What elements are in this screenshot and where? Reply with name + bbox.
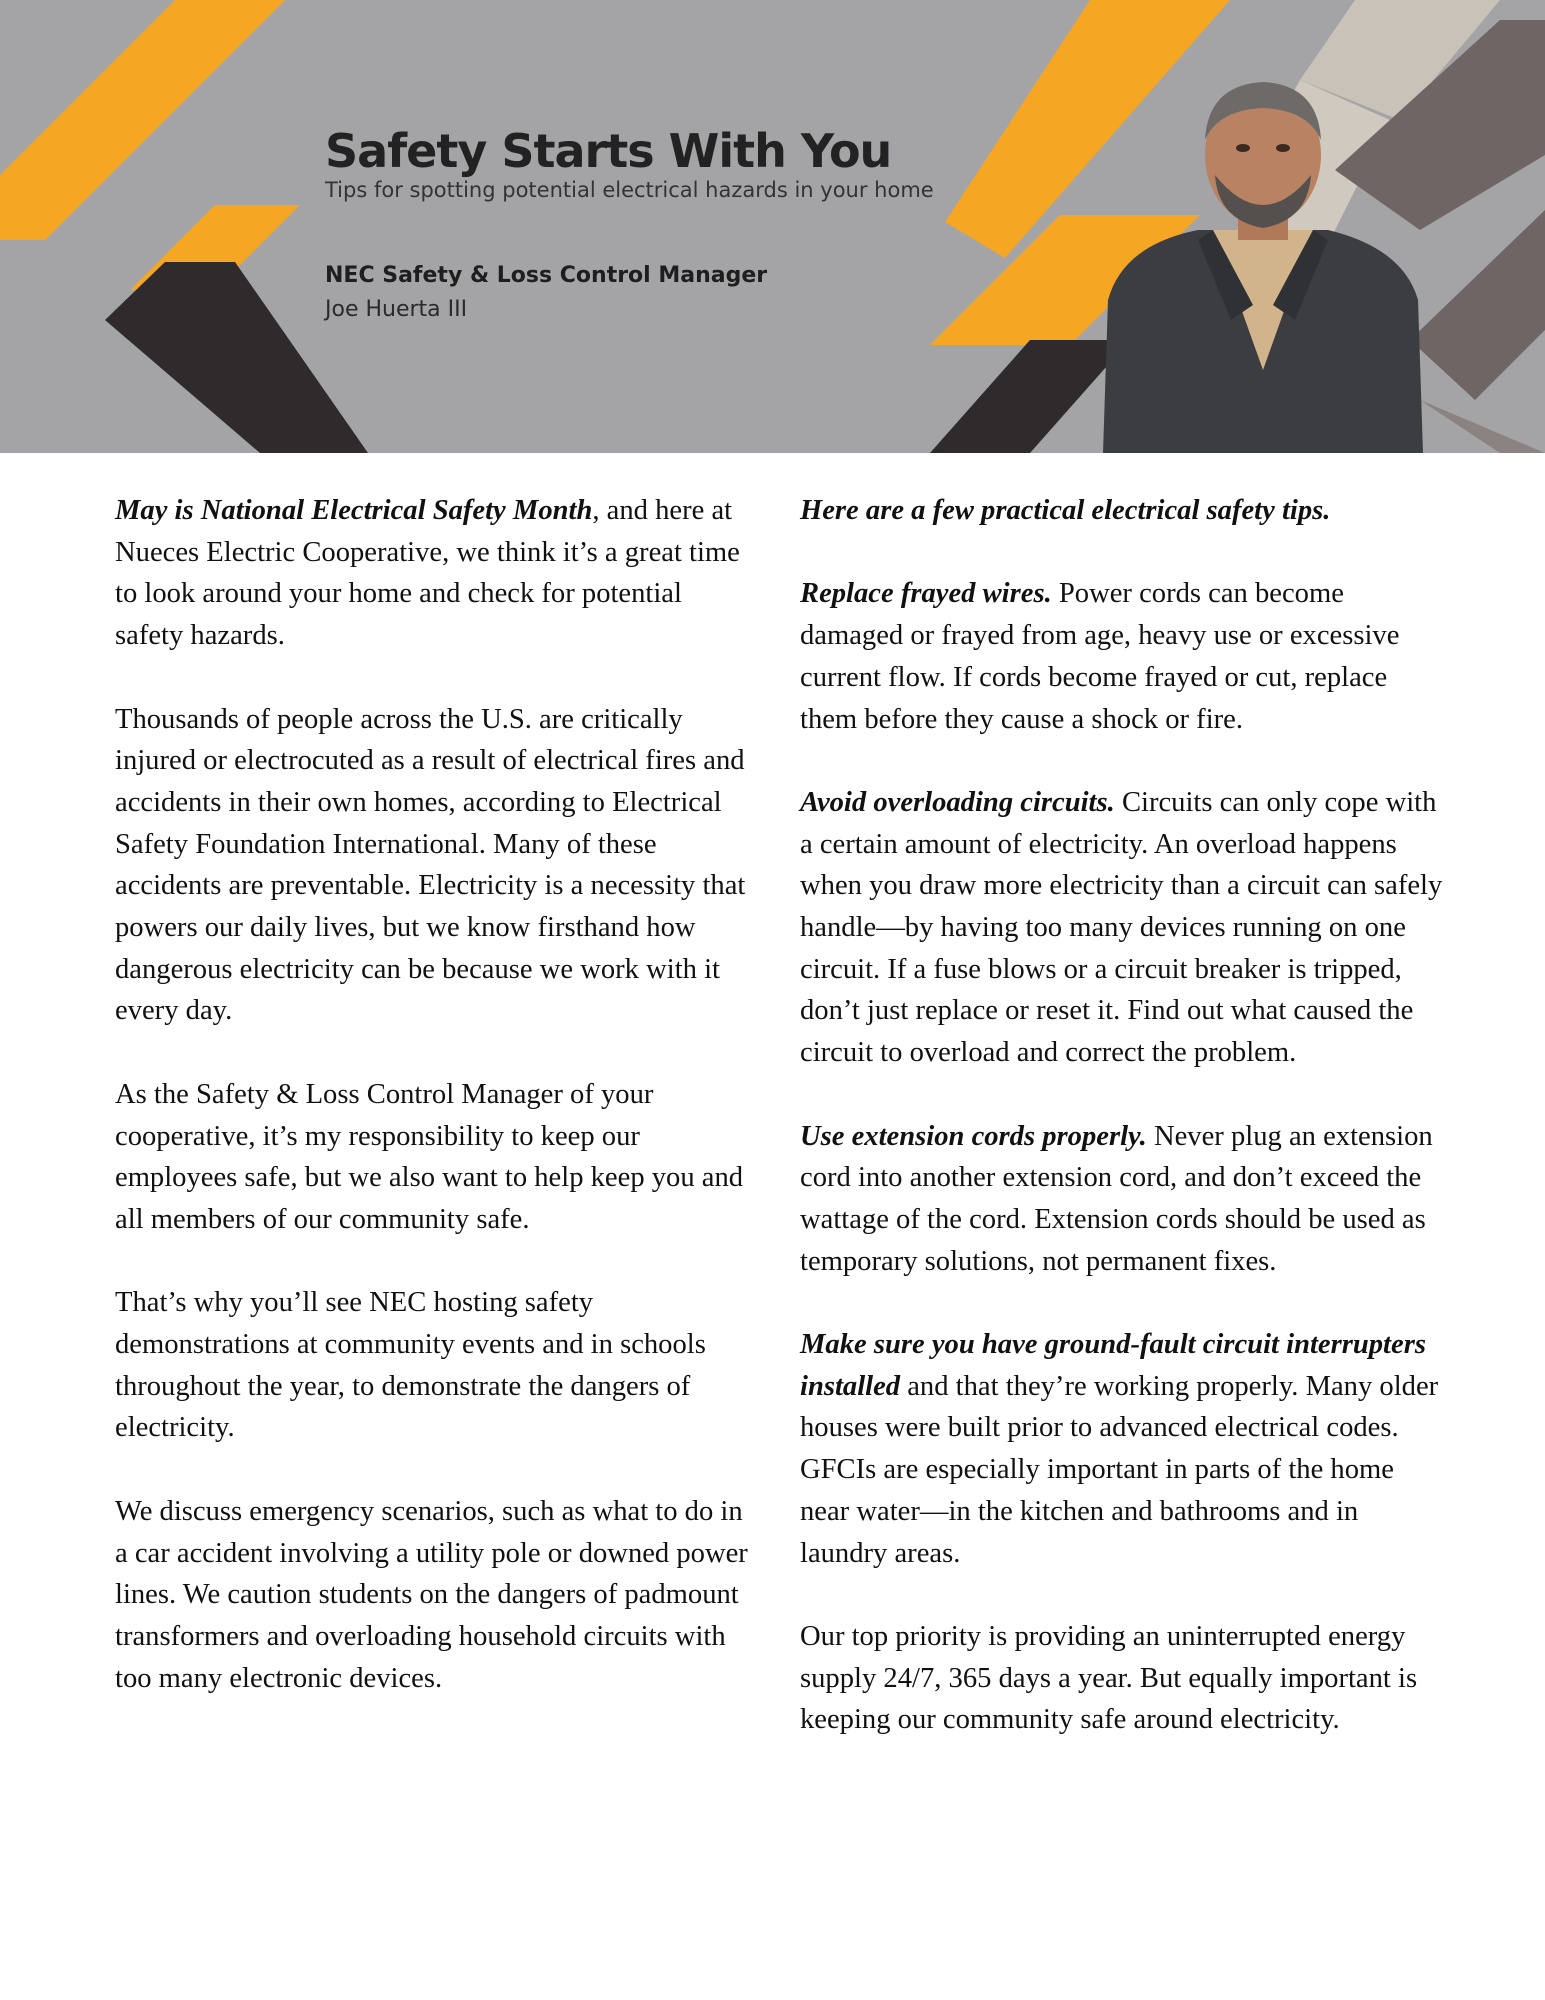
dark-stripe <box>930 340 1130 453</box>
paragraph <box>115 490 755 657</box>
paragraph-text: We discuss emergency scenarios, such as what to do in a car accident involving a utility pole or downed power lines. We caution students on the dangers of padmount transformers and overloading household circuits with too many electronic devices. <box>115 1495 748 1694</box>
paragraph-text: As the Safety & Loss Control Manager of your cooperative, it’s my responsibility to keep our employees safe, but we also want to help keep you and all members of our community safe. <box>115 1078 744 1235</box>
dark-stripe <box>105 262 368 453</box>
orange-stripe <box>0 0 285 240</box>
paragraph <box>115 1074 755 1241</box>
tip-text: and that they’re working properly. Many older houses were built prior to advanced electrical codes. GFCIs are especially important in parts of the home near water—in the kitchen and bathrooms and in laundry areas. <box>800 1370 1439 1569</box>
tips-heading: Here are a few practical electrical safety tips. <box>800 495 1331 526</box>
header-banner <box>0 0 1545 453</box>
tip-paragraph <box>800 573 1450 740</box>
taupe-stripe <box>1410 210 1545 400</box>
portrait-photo <box>1103 70 1423 453</box>
tip-lead: Replace frayed wires. <box>800 578 1052 610</box>
tip-text: Never plug an extension cord into another extension cord, and don’t exceed the wattage of the cord. Extension cords should be used as temporary solutions, not permanent fixes. <box>800 1120 1433 1277</box>
right-column <box>800 490 1450 1783</box>
paragraph-text: , and here at Nueces Electric Cooperative, we think it’s a great time to look around your home and check for potential safety hazards. <box>115 495 740 652</box>
paragraph-text: Thousands of people across the U.S. are critically injured or electrocuted as a result of electrical fires and accidents in their own homes, according to Electrical Safety Foundation International. Many of these accidents are preventable. Electricity is a necessity that powers our daily lives, but we know firsthand how dangerous electricity can be because we work with it every day. <box>115 703 746 1027</box>
paragraph-lead: May is National Electrical Safety Month <box>115 495 593 526</box>
tip-paragraph <box>800 782 1450 1074</box>
tip-paragraph <box>800 1116 1450 1283</box>
tip-lead: Avoid overloading circuits. <box>800 786 1115 818</box>
author-name: Joe Huerta III <box>325 297 468 322</box>
page-title: Safety Starts With You <box>325 124 892 178</box>
tip-text: Circuits can only cope with a certain amount of electricity. An overload happens when you draw more electricity than a circuit can safely handle—by having too many devices running on one circuit. If a fuse blows or a circuit breaker is tripped, don’t just replace or reset it. Find out what caused the circuit to overload and correct the problem. <box>800 786 1443 1069</box>
paragraph-text: That’s why you’ll see NEC hosting safety demonstrations at community events and in schools throughout the year, to demonstrate the dangers of electricity. <box>115 1287 706 1444</box>
page-subtitle: Tips for spotting potential electrical hazards in your home <box>325 178 934 202</box>
paragraph <box>115 1491 755 1700</box>
tip-lead: Make sure you have ground-fault circuit interrupters installed <box>800 1329 1426 1402</box>
paragraph <box>800 490 1450 532</box>
left-column <box>115 490 755 1741</box>
paragraph <box>115 1282 755 1449</box>
tip-paragraph <box>800 1324 1450 1574</box>
paragraph-text: Our top priority is providing an uninterrupted energy supply 24/7, 365 days a year. But equally important is keeping our community safe around electricity. <box>800 1620 1418 1736</box>
paragraph <box>115 699 755 1033</box>
tip-text: Power cords can become damaged or frayed from age, heavy use or excessive current flow. If cords become frayed or cut, replace them before they cause a shock or fire. <box>800 578 1400 735</box>
author-role: NEC Safety & Loss Control Manager <box>325 263 768 288</box>
paragraph <box>800 1616 1450 1741</box>
tip-lead: Use extension cords properly. <box>800 1120 1147 1152</box>
taupe-stripe <box>1420 400 1545 453</box>
